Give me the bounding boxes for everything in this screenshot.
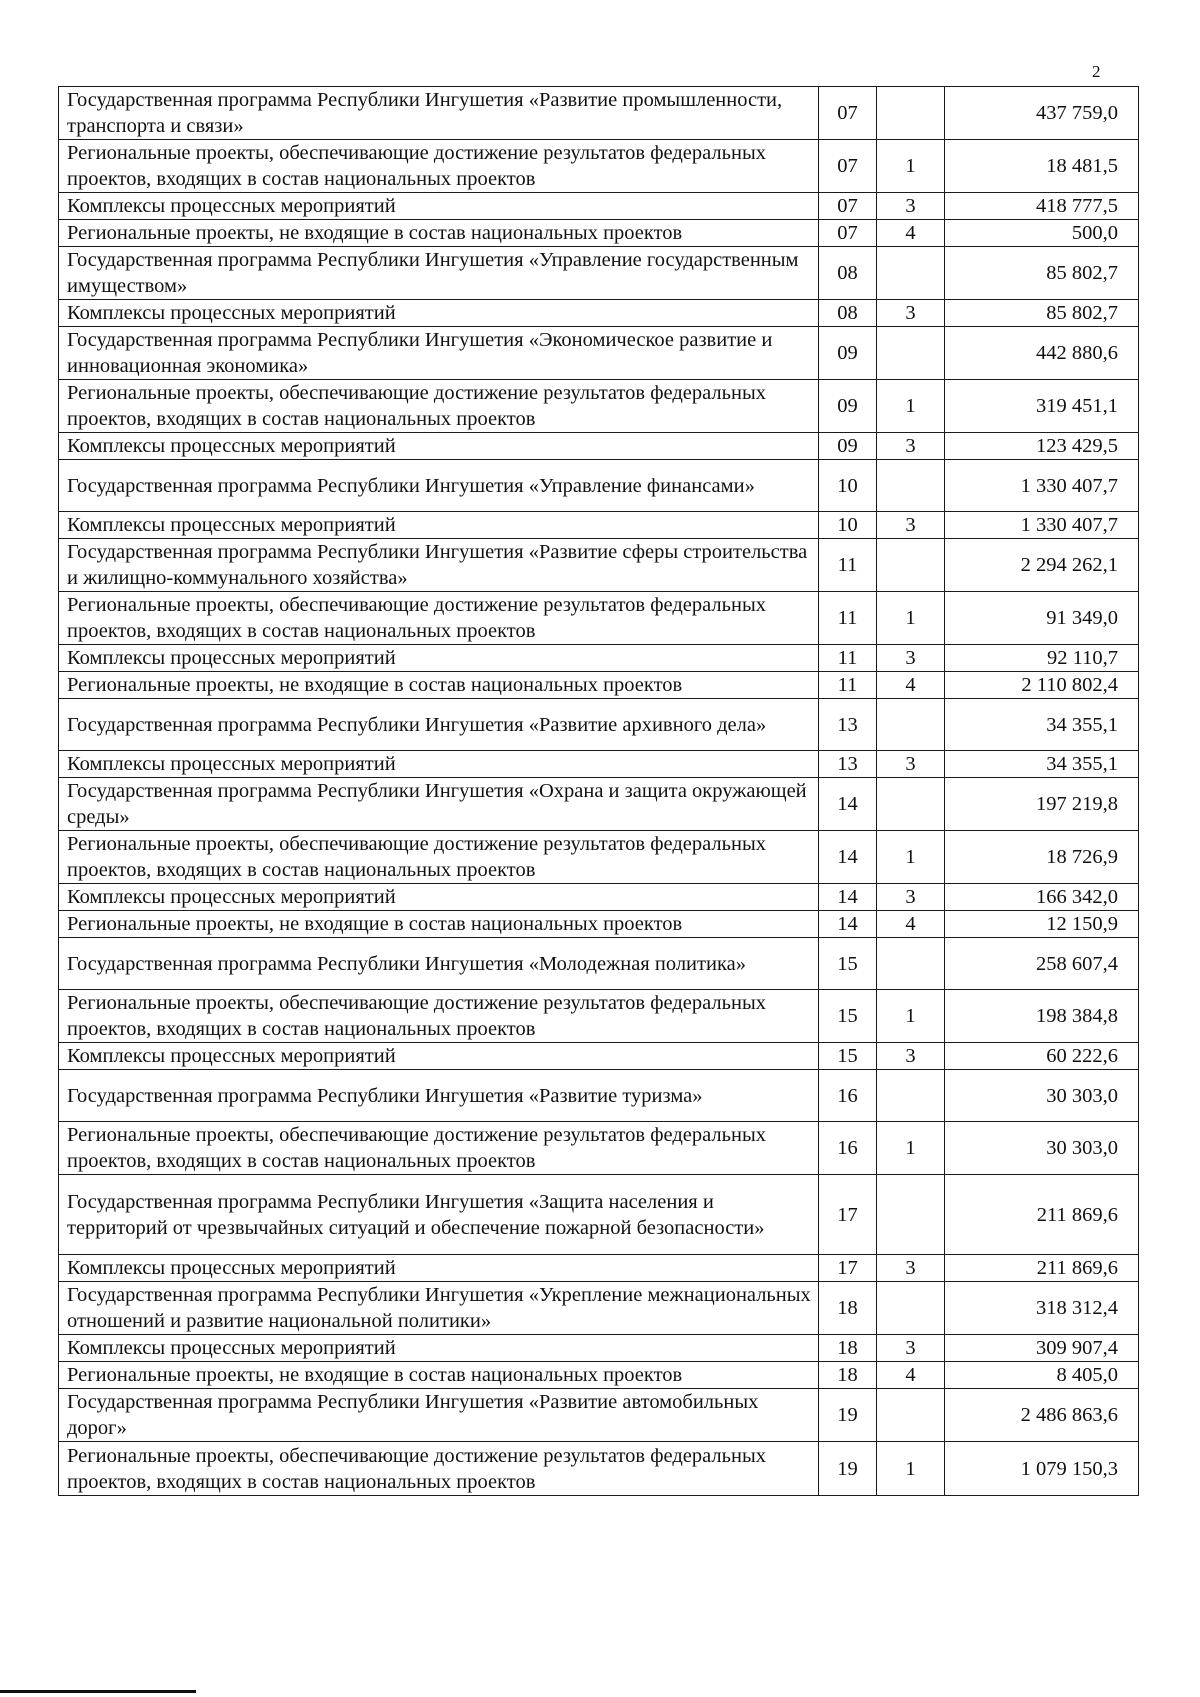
row-amount-cell: 34 355,1 [945,751,1139,778]
row-name-cell: Региональные проекты, обеспечивающие достижение результатов федеральных проектов, входящих в состав национальных проектов [59,1442,819,1496]
table-row [59,1282,1139,1335]
table-row [59,1043,1139,1070]
row-subcode-cell: 3 [877,433,945,460]
row-code-cell: 08 [819,247,877,300]
row-subcode-cell: 3 [877,884,945,911]
row-amount-cell: 442 880,6 [945,327,1139,380]
table-body [59,87,1139,1496]
row-code-cell: 19 [819,1389,877,1442]
row-subcode-cell [877,1282,945,1335]
row-amount-cell: 211 869,6 [945,1255,1139,1282]
row-name-cell: Государственная программа Республики Ингушетия «Развитие промышленности, транспорта и связи» [59,87,819,140]
row-code-cell: 08 [819,300,877,327]
row-code-cell: 17 [819,1255,877,1282]
row-amount-cell: 437 759,0 [945,87,1139,140]
row-name-cell: Региональные проекты, не входящие в состав национальных проектов [59,911,819,938]
row-subcode-cell: 4 [877,1362,945,1389]
table-row [59,884,1139,911]
row-code-cell: 11 [819,645,877,672]
row-code-cell: 15 [819,990,877,1043]
table-row [59,220,1139,247]
row-subcode-cell [877,327,945,380]
row-amount-cell: 1 330 407,7 [945,460,1139,512]
row-code-cell: 13 [819,751,877,778]
table-row [59,645,1139,672]
row-amount-cell: 166 342,0 [945,884,1139,911]
row-subcode-cell: 1 [877,831,945,884]
row-subcode-cell [877,938,945,990]
row-subcode-cell: 4 [877,220,945,247]
row-subcode-cell [877,699,945,751]
table-row [59,140,1139,193]
row-name-cell: Комплексы процессных мероприятий [59,751,819,778]
row-subcode-cell: 3 [877,512,945,539]
row-code-cell: 19 [819,1442,877,1496]
table-row [59,87,1139,140]
row-subcode-cell [877,247,945,300]
row-subcode-cell: 1 [877,990,945,1043]
row-amount-cell: 30 303,0 [945,1070,1139,1122]
row-code-cell: 10 [819,512,877,539]
row-code-cell: 09 [819,380,877,433]
row-name-cell: Региональные проекты, обеспечивающие достижение результатов федеральных проектов, входящих в состав национальных проектов [59,831,819,884]
row-name-cell: Региональные проекты, не входящие в состав национальных проектов [59,1362,819,1389]
row-subcode-cell: 3 [877,193,945,220]
row-name-cell: Комплексы процессных мероприятий [59,645,819,672]
row-name-cell: Государственная программа Республики Ингушетия «Защита населения и территорий от чрезвычайных ситуаций и обеспечение пожарной безопасности» [59,1175,819,1255]
row-amount-cell: 30 303,0 [945,1122,1139,1175]
page-number: 2 [1092,62,1101,81]
row-code-cell: 07 [819,220,877,247]
row-name-cell: Комплексы процессных мероприятий [59,884,819,911]
row-amount-cell: 60 222,6 [945,1043,1139,1070]
table-row [59,778,1139,831]
table-row [59,831,1139,884]
row-name-cell: Комплексы процессных мероприятий [59,512,819,539]
row-subcode-cell [877,778,945,831]
row-code-cell: 07 [819,140,877,193]
row-amount-cell: 1 079 150,3 [945,1442,1139,1496]
row-code-cell: 18 [819,1282,877,1335]
row-amount-cell: 500,0 [945,220,1139,247]
table-row [59,512,1139,539]
table-row [59,911,1139,938]
row-subcode-cell: 3 [877,1255,945,1282]
row-name-cell: Государственная программа Республики Ингушетия «Развитие архивного дела» [59,699,819,751]
row-name-cell: Комплексы процессных мероприятий [59,300,819,327]
row-code-cell: 07 [819,193,877,220]
row-name-cell: Комплексы процессных мероприятий [59,1043,819,1070]
table-row [59,539,1139,592]
row-name-cell: Комплексы процессных мероприятий [59,1255,819,1282]
row-code-cell: 09 [819,327,877,380]
row-subcode-cell [877,460,945,512]
row-name-cell: Государственная программа Республики Ингушетия «Развитие автомобильных дорог» [59,1389,819,1442]
table-row [59,751,1139,778]
row-name-cell: Государственная программа Республики Ингушетия «Охрана и защита окружающей среды» [59,778,819,831]
table-row [59,1175,1139,1255]
row-amount-cell: 319 451,1 [945,380,1139,433]
row-code-cell: 09 [819,433,877,460]
row-amount-cell: 2 110 802,4 [945,672,1139,699]
table-row [59,1070,1139,1122]
table-row [59,1122,1139,1175]
row-code-cell: 14 [819,831,877,884]
row-amount-cell: 18 726,9 [945,831,1139,884]
row-subcode-cell: 1 [877,140,945,193]
row-subcode-cell [877,1389,945,1442]
row-code-cell: 17 [819,1175,877,1255]
budget-table [58,86,1139,1496]
row-amount-cell: 309 907,4 [945,1335,1139,1362]
row-code-cell: 18 [819,1335,877,1362]
table-row [59,592,1139,645]
row-name-cell: Государственная программа Республики Ингушетия «Развитие сферы строительства и жилищно-коммунального хозяйства» [59,539,819,592]
row-name-cell: Региональные проекты, не входящие в состав национальных проектов [59,672,819,699]
row-amount-cell: 123 429,5 [945,433,1139,460]
row-name-cell: Региональные проекты, обеспечивающие достижение результатов федеральных проектов, входящих в состав национальных проектов [59,380,819,433]
table-row [59,193,1139,220]
row-amount-cell: 12 150,9 [945,911,1139,938]
row-code-cell: 14 [819,778,877,831]
row-code-cell: 18 [819,1362,877,1389]
table-row [59,938,1139,990]
row-subcode-cell [877,1070,945,1122]
row-code-cell: 15 [819,1043,877,1070]
row-name-cell: Региональные проекты, не входящие в состав национальных проектов [59,220,819,247]
table-row [59,300,1139,327]
row-amount-cell: 91 349,0 [945,592,1139,645]
row-subcode-cell: 1 [877,380,945,433]
row-subcode-cell: 1 [877,1442,945,1496]
row-name-cell: Комплексы процессных мероприятий [59,1335,819,1362]
row-subcode-cell: 3 [877,1043,945,1070]
row-name-cell: Государственная программа Республики Ингушетия «Управление государственным имуществом» [59,247,819,300]
row-subcode-cell: 4 [877,672,945,699]
row-amount-cell: 8 405,0 [945,1362,1139,1389]
row-code-cell: 14 [819,911,877,938]
row-amount-cell: 211 869,6 [945,1175,1139,1255]
table-row [59,1389,1139,1442]
row-subcode-cell: 3 [877,1335,945,1362]
row-amount-cell: 34 355,1 [945,699,1139,751]
row-name-cell: Региональные проекты, обеспечивающие достижение результатов федеральных проектов, входящих в состав национальных проектов [59,592,819,645]
table-row [59,990,1139,1043]
row-code-cell: 14 [819,884,877,911]
row-code-cell: 11 [819,672,877,699]
table-row [59,327,1139,380]
row-code-cell: 13 [819,699,877,751]
row-amount-cell: 85 802,7 [945,300,1139,327]
row-subcode-cell: 4 [877,911,945,938]
row-code-cell: 16 [819,1070,877,1122]
row-subcode-cell: 3 [877,300,945,327]
row-subcode-cell: 1 [877,1122,945,1175]
table-row [59,433,1139,460]
bottom-rule [0,1690,196,1693]
table-row [59,1335,1139,1362]
row-name-cell: Государственная программа Республики Ингушетия «Молодежная политика» [59,938,819,990]
row-amount-cell: 92 110,7 [945,645,1139,672]
row-amount-cell: 1 330 407,7 [945,512,1139,539]
row-amount-cell: 197 219,8 [945,778,1139,831]
table-row [59,1442,1139,1496]
row-code-cell: 15 [819,938,877,990]
row-code-cell: 10 [819,460,877,512]
table-row [59,1255,1139,1282]
row-subcode-cell [877,87,945,140]
table-row [59,1362,1139,1389]
row-amount-cell: 258 607,4 [945,938,1139,990]
row-amount-cell: 2 486 863,6 [945,1389,1139,1442]
row-code-cell: 07 [819,87,877,140]
row-name-cell: Комплексы процессных мероприятий [59,433,819,460]
row-name-cell: Региональные проекты, обеспечивающие достижение результатов федеральных проектов, входящих в состав национальных проектов [59,990,819,1043]
row-amount-cell: 318 312,4 [945,1282,1139,1335]
row-name-cell: Государственная программа Республики Ингушетия «Развитие туризма» [59,1070,819,1122]
row-amount-cell: 418 777,5 [945,193,1139,220]
row-name-cell: Комплексы процессных мероприятий [59,193,819,220]
row-subcode-cell [877,539,945,592]
row-amount-cell: 18 481,5 [945,140,1139,193]
row-subcode-cell: 3 [877,645,945,672]
table-row [59,699,1139,751]
table-row [59,380,1139,433]
row-name-cell: Государственная программа Республики Ингушетия «Экономическое развитие и инновационная экономика» [59,327,819,380]
row-subcode-cell: 1 [877,592,945,645]
row-name-cell: Государственная программа Республики Ингушетия «Управление финансами» [59,460,819,512]
row-name-cell: Региональные проекты, обеспечивающие достижение результатов федеральных проектов, входящих в состав национальных проектов [59,140,819,193]
row-code-cell: 11 [819,539,877,592]
row-code-cell: 16 [819,1122,877,1175]
row-name-cell: Региональные проекты, обеспечивающие достижение результатов федеральных проектов, входящих в состав национальных проектов [59,1122,819,1175]
row-amount-cell: 198 384,8 [945,990,1139,1043]
row-amount-cell: 85 802,7 [945,247,1139,300]
table-row [59,247,1139,300]
row-subcode-cell: 3 [877,751,945,778]
row-name-cell: Государственная программа Республики Ингушетия «Укрепление межнациональных отношений и развитие национальной политики» [59,1282,819,1335]
table-row [59,460,1139,512]
row-amount-cell: 2 294 262,1 [945,539,1139,592]
row-code-cell: 11 [819,592,877,645]
row-subcode-cell [877,1175,945,1255]
table-row [59,672,1139,699]
